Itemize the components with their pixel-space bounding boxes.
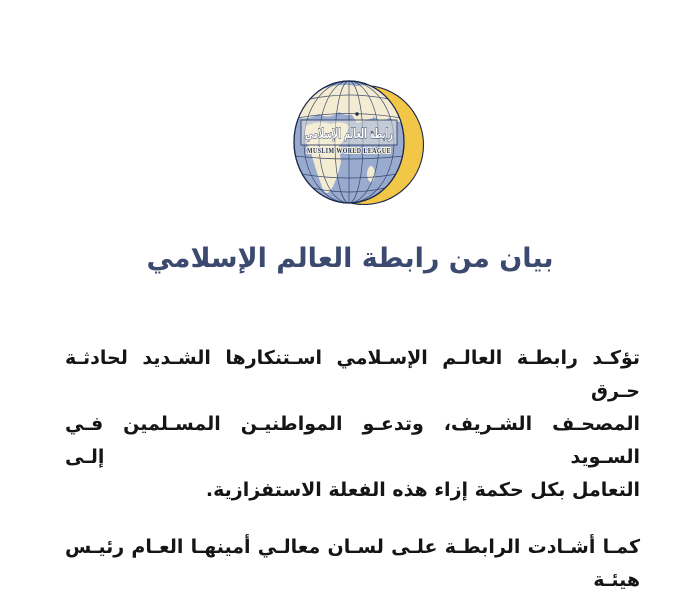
- paragraph1-line1: تؤكـد رابطـة العالـم الإسـلامي اسـتنكارها الشـديد لحادثـة حـرق: [65, 347, 640, 402]
- map-marker-dot: [355, 112, 358, 115]
- statement-title: بيان من رابطة العالم الإسلامي: [146, 243, 554, 274]
- paragraph1-line2: المصحـف الشـريف، وتدعـو المواطنيـن المسـلمين فـي السـويد إلـى: [65, 413, 640, 468]
- paragraph1-line3: التعامل بكل حكمة إزاء هذه الفعلة الاستفزازية.: [205, 479, 640, 501]
- paragraph2-line1: كمـا أشـادت الرابطـة علـى لسـان معالـي أمينهـا العـام رئيـس هيئـة: [65, 536, 640, 591]
- mwl-logo: [285, 76, 435, 211]
- statement-body: [65, 342, 640, 597]
- statement-paragraph-1: [65, 342, 640, 507]
- logo-arabic-calligraphy: رابطة العالم الإسلامي: [305, 127, 393, 142]
- logo-english-name: MUSLIM WORLD LEAGUE: [307, 146, 391, 155]
- mwl-logo-graphic: [285, 76, 435, 211]
- statement-paragraph-2: [65, 531, 640, 597]
